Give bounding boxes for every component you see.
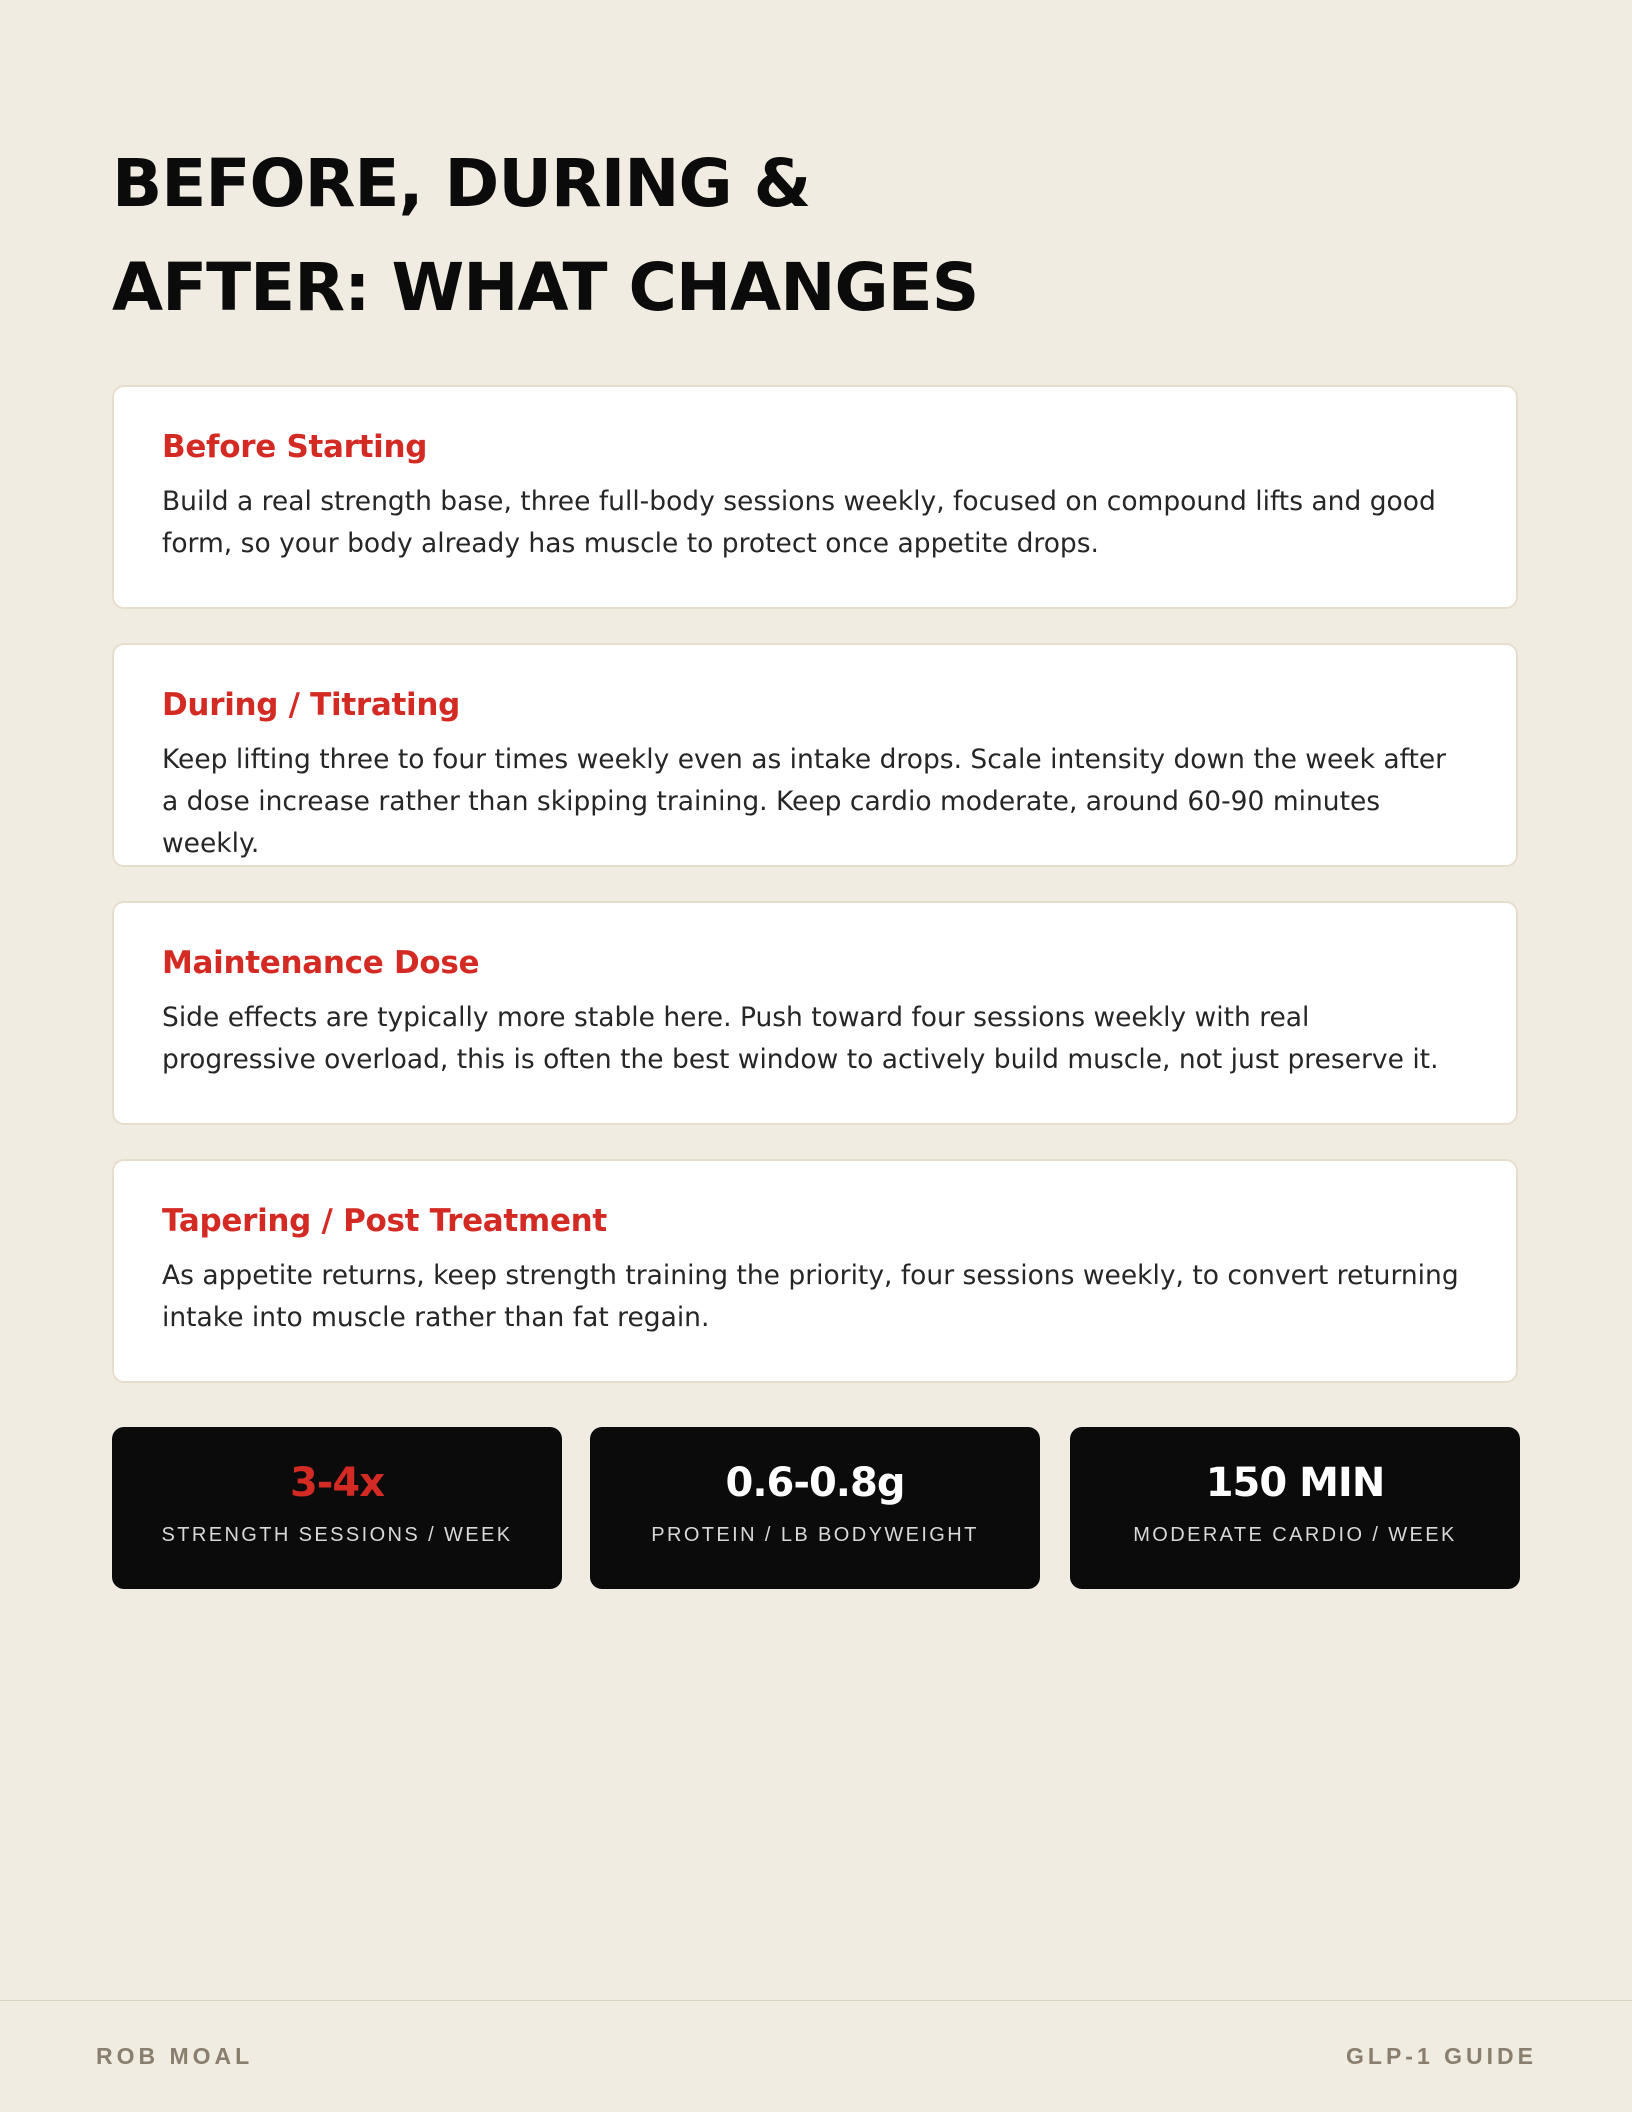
stat-label: MODERATE CARDIO / WEEK: [1133, 1524, 1457, 1546]
section-card-during-titrating: [112, 643, 1518, 867]
footer-author: ROB MOAL: [96, 2043, 254, 2069]
section-body: As appetite returns, keep strength training the priority, four sessions weekly, to convert returning intake into muscle rather than fat regain.: [162, 1260, 1459, 1333]
section-heading: Maintenance Dose: [162, 945, 480, 981]
stat-card-cardio: [1070, 1427, 1520, 1589]
stat-label: STRENGTH SESSIONS / WEEK: [161, 1524, 513, 1546]
section-card-maintenance-dose: [112, 901, 1518, 1125]
section-body: Build a real strength base, three full-body sessions weekly, focused on compound lifts and good form, so your body already has muscle to protect once appetite drops.: [162, 486, 1436, 559]
section-heading: Tapering / Post Treatment: [162, 1203, 607, 1239]
stat-value: 3-4x: [289, 1460, 385, 1506]
section-body: Side effects are typically more stable here. Push toward four sessions weekly with real progressive overload, this is often the best window to actively build muscle, not just preserve it.: [162, 1002, 1439, 1075]
stat-card-strength-sessions: [112, 1427, 562, 1589]
page-title-line-1: BEFORE, DURING &: [112, 145, 811, 222]
section-card-before-starting: [112, 385, 1518, 609]
section-heading: Before Starting: [162, 429, 428, 465]
section-heading: During / Titrating: [162, 687, 460, 723]
page-title: [112, 132, 978, 340]
stat-label: PROTEIN / LB BODYWEIGHT: [651, 1524, 979, 1546]
stat-value: 150 MIN: [1205, 1460, 1385, 1506]
section-body: Keep lifting three to four times weekly even as intake drops. Scale intensity down the week after a dose increase rather than skipping training. Keep cardio moderate, around 60-90 minutes weekly.: [162, 744, 1447, 859]
page-title-line-2: AFTER: WHAT CHANGES: [112, 249, 979, 326]
section-card-tapering-post-treatment: [112, 1159, 1518, 1383]
stats-row: [112, 1427, 1520, 1589]
footer-guide-name: GLP-1 GUIDE: [1346, 2043, 1537, 2069]
footer-divider: [0, 2000, 1632, 2001]
stat-value: 0.6-0.8g: [725, 1460, 905, 1506]
stat-card-protein: [590, 1427, 1040, 1589]
